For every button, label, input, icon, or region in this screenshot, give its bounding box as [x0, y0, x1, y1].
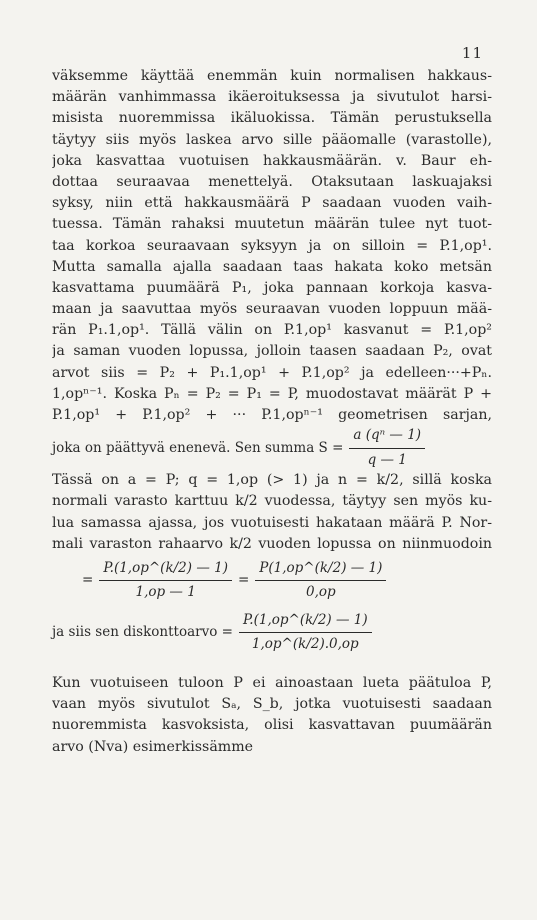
eq2-label: ja siis sen diskonttoarvo = [52, 624, 233, 641]
eq1-denominator-1: 1,op — 1 [135, 584, 196, 601]
text-line: arvot siis = P₂ + P₁.1,op¹ + P.1,op² ja edelleen···+Pₙ. [52, 364, 492, 381]
text-line: mali varaston rahaarvo k/2 vuoden lopussa on niinmuodoin [52, 535, 492, 552]
series-numerator: a (qⁿ — 1) [349, 425, 425, 448]
paragraph-2 [52, 470, 492, 555]
text-line: vaan myös sivutulot Sₐ, S_b, jotka vuotuisesti saadaan [52, 696, 492, 713]
text-line: väksemme käyttää enemmän kuin normalisen hakkaus- [52, 68, 492, 84]
text-line: maan ja saavuttaa myös seuraavan vuoden loppuun mää- [52, 301, 492, 318]
text-line: Tässä on a = P; q = 1,op (> 1) ja n = k/2, sillä koska [52, 472, 492, 489]
eq2-fraction [239, 610, 372, 655]
eq1-numerator-1: P.(1,op^(k/2) — 1) [99, 558, 232, 581]
page-text [52, 66, 492, 758]
text-line: kasvattama puumäärä P₁, joka pannaan korkoja kasva- [52, 279, 492, 296]
equation-1 [52, 555, 492, 607]
series-sum-fraction [349, 425, 425, 470]
eq1-prefix: = [82, 572, 94, 589]
text-line: ja saman vuoden lopussa, jolloin taasen saadaan P₂, ovat [52, 343, 492, 360]
eq1-fraction-2 [255, 558, 386, 603]
text-line: syksy, niin että hakkausmäärä P saadaan vuoden vaih- [52, 195, 492, 212]
text-line: Kun vuotuiseen tuloon P ei ainoastaan lueta päätuloa P, [52, 674, 492, 691]
text-line: misista nuoremmissa ikäluokissa. Tämän perustuksella [52, 110, 492, 127]
series-sentence: joka on päättyvä enenevä. Sen summa S = [52, 439, 344, 456]
text-line: rän P₁.1,op¹. Tällä välin on P.1,op¹ kasvanut = P.1,op² [52, 322, 492, 339]
eq2-numerator: P.(1,op^(k/2) — 1) [239, 610, 372, 633]
text-line: taa korkoa seuraavaan syksyyn ja on silloin = P.1,op¹. [52, 237, 492, 254]
series-sum-line [52, 426, 492, 470]
text-line: arvo (Nva) esimerkissämme [52, 738, 254, 755]
text-line: tuessa. Tämän rahaksi muutetun määrän tulee nyt tuot- [52, 216, 492, 233]
text-line: normali varasto karttuu k/2 vuodessa, täytyy sen myös ku- [52, 493, 492, 510]
text-line: täytyy siis myös laskea arvo sille pääomalle (varastolle), [52, 131, 492, 148]
eq1-numerator-2: P(1,op^(k/2) — 1) [255, 558, 386, 581]
text-line: P.1,op¹ + P.1,op² + ··· P.1,opⁿ⁻¹ geometrisen sarjan, [52, 407, 492, 423]
paragraph-3 [52, 673, 492, 758]
paragraph-1 [52, 66, 492, 426]
text-line: Mutta samalla ajalla saadaan taas hakata koko metsän [52, 258, 492, 275]
eq1-denominator-2: 0,op [306, 584, 336, 601]
equation-2 [52, 607, 492, 659]
eq1-equals: = [237, 572, 250, 589]
eq2-denominator: 1,op^(k/2).0,op [251, 636, 359, 653]
text-line: määrän vanhimmassa ikäeroituksessa ja sivutulot harsi- [52, 89, 492, 106]
eq1-fraction-1 [99, 558, 232, 603]
text-line: joka kasvattaa vuotuisen hakkausmäärän. v. Baur eh- [52, 152, 492, 169]
text-line: dottaa seuraavaa menettelyä. Otaksutaan laskuajaksi [52, 173, 492, 190]
text-line: nuoremmista kasvoksista, olisi kasvattavan puumäärän [52, 717, 492, 734]
series-denominator: q — 1 [367, 451, 407, 468]
page-number: 11 [461, 44, 483, 62]
text-line: lua samassa ajassa, jos vuotuisesti hakataan määrä P. Nor- [52, 514, 492, 531]
text-line: 1,opⁿ⁻¹. Koska Pₙ = P₂ = P₁ = P, muodostavat määrät P + [52, 385, 492, 402]
